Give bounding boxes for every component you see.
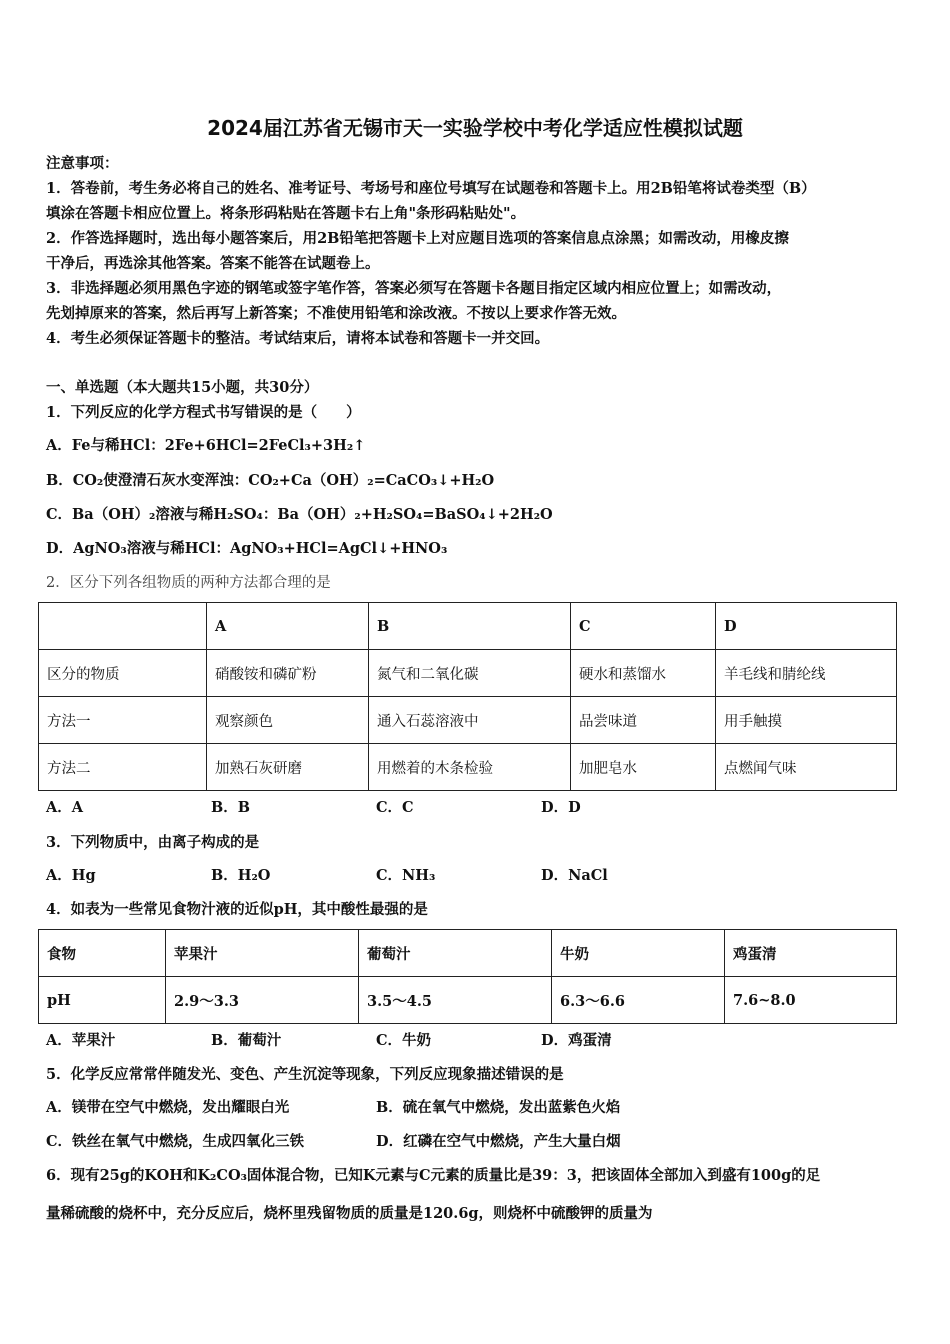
table-cell: 6.3～6.6 <box>552 977 725 1024</box>
table-cell: 牛奶 <box>552 930 725 977</box>
table-cell: 硬水和蒸馏水 <box>571 650 716 697</box>
table-cell: 2.9～3.3 <box>166 977 359 1024</box>
table-row <box>39 744 897 791</box>
table-cell: 鸡蛋清 <box>725 930 897 977</box>
table-cell: 苹果汁 <box>166 930 359 977</box>
q1-option: D．AgNO₃溶液与稀HCl：AgNO₃+HCl=AgCl↓+HNO₃ <box>46 540 448 557</box>
q3-stem: 3．下列物质中，由离子构成的是 <box>46 834 260 851</box>
table-cell: 方法二 <box>39 744 207 791</box>
table-row <box>39 650 897 697</box>
q2-option: C．C <box>376 799 414 816</box>
q5-option: D．红磷在空气中燃烧，产生大量白烟 <box>376 1133 621 1150</box>
q4-option: C．牛奶 <box>376 1032 432 1049</box>
q2-option: D．D <box>541 799 581 816</box>
q6-line: 6．现有25g的KOH和K₂CO₃固体混合物，已知K元素与C元素的质量比是39：3，把该固体全部加入到盛有100g的足 <box>46 1167 821 1184</box>
table-cell: 点燃闻气味 <box>716 744 897 791</box>
q1-option: C．Ba（OH）₂溶液与稀H₂SO₄：Ba（OH）₂+H₂SO₄=BaSO₄↓+2H₂O <box>46 506 553 523</box>
notice-line: 3．非选择题必须用黑色字迹的钢笔或签字笔作答，答案必须写在答题卡各题目指定区域内相应位置上；如需改动， <box>46 280 782 297</box>
table-cell: B <box>369 603 571 650</box>
table-cell: 品尝味道 <box>571 697 716 744</box>
table-cell: 观察颜色 <box>207 697 369 744</box>
q2-stem: 2．区分下列各组物质的两种方法都合理的是 <box>46 575 331 591</box>
table-row <box>39 977 897 1024</box>
notice-line: 1．答卷前，考生务必将自己的姓名、准考证号、考场号和座位号填写在试题卷和答题卡上。用2B铅笔将试卷类型（B） <box>46 180 816 197</box>
table-row <box>39 697 897 744</box>
table-cell: pH <box>39 977 166 1024</box>
q1-option: A．Fe与稀HCl：2Fe+6HCl=2FeCl₃+3H₂↑ <box>46 437 366 454</box>
q3-option: A．Hg <box>46 867 96 884</box>
table-cell: 葡萄汁 <box>359 930 552 977</box>
table-cell: 加肥皂水 <box>571 744 716 791</box>
q4-stem: 4．如表为一些常见食物汁液的近似pH，其中酸性最强的是 <box>46 901 428 918</box>
section-heading: 一、单选题（本大题共15小题，共30分） <box>46 379 319 396</box>
q3-option: B．H₂O <box>211 867 271 884</box>
table-cell: 加熟石灰研磨 <box>207 744 369 791</box>
page-title: 2024届江苏省无锡市天一实验学校中考化学适应性模拟试题 <box>207 116 743 140</box>
q4-option: D．鸡蛋清 <box>541 1032 612 1049</box>
q5-stem: 5．化学反应常常伴随发光、变色、产生沉淀等现象，下列反应现象描述错误的是 <box>46 1066 564 1083</box>
notice-heading: 注意事项： <box>46 155 119 172</box>
table-cell: 氮气和二氧化碳 <box>369 650 571 697</box>
table-cell: 3.5～4.5 <box>359 977 552 1024</box>
notice-line: 干净后，再选涂其他答案。答案不能答在试题卷上。 <box>46 255 380 272</box>
q3-option: C．NH₃ <box>376 867 436 884</box>
table-cell: 区分的物质 <box>39 650 207 697</box>
q5-option: B．硫在氧气中燃烧，发出蓝紫色火焰 <box>376 1099 621 1116</box>
q4-option: B．葡萄汁 <box>211 1032 282 1049</box>
q3-option: D．NaCl <box>541 867 608 884</box>
table-cell: D <box>716 603 897 650</box>
q4-option: A．苹果汁 <box>46 1032 116 1049</box>
table-row <box>39 603 897 650</box>
q2-option: A．A <box>46 799 84 816</box>
table-cell: 7.6~8.0 <box>725 977 897 1024</box>
q5-option: C．铁丝在氧气中燃烧，生成四氧化三铁 <box>46 1133 305 1150</box>
table-cell: C <box>571 603 716 650</box>
table-cell: 通入石蕊溶液中 <box>369 697 571 744</box>
table-cell <box>39 603 207 650</box>
table-row <box>39 930 897 977</box>
q6-line: 量稀硫酸的烧杯中，充分反应后，烧杯里残留物质的质量是120.6g，则烧杯中硫酸钾的质量为 <box>46 1205 653 1222</box>
table-cell: 食物 <box>39 930 166 977</box>
table-cell: 方法一 <box>39 697 207 744</box>
q4-table <box>38 929 897 1024</box>
q2-table <box>38 602 897 791</box>
notice-line: 填涂在答题卡相应位置上。将条形码粘贴在答题卡右上角"条形码粘贴处"。 <box>46 205 526 222</box>
q2-option: B．B <box>211 799 251 816</box>
q5-option: A．镁带在空气中燃烧，发出耀眼白光 <box>46 1099 290 1116</box>
notice-line: 4．考生必须保证答题卡的整洁。考试结束后，请将本试卷和答题卡一并交回。 <box>46 330 550 347</box>
table-cell: 用燃着的木条检验 <box>369 744 571 791</box>
notice-line: 先划掉原来的答案，然后再写上新答案；不准使用铅笔和涂改液。不按以上要求作答无效。 <box>46 305 626 322</box>
q1-option: B．CO₂使澄清石灰水变浑浊：CO₂+Ca（OH）₂=CaCO₃↓+H₂O <box>46 472 495 489</box>
q1-stem: 1．下列反应的化学方程式书写错误的是（ ） <box>46 404 361 421</box>
notice-line: 2．作答选择题时，选出每小题答案后，用2B铅笔把答题卡上对应题目选项的答案信息点涂黑；如需改动，用橡皮擦 <box>46 230 789 247</box>
table-cell: 用手触摸 <box>716 697 897 744</box>
table-cell: 羊毛线和腈纶线 <box>716 650 897 697</box>
table-cell: 硝酸铵和磷矿粉 <box>207 650 369 697</box>
table-cell: A <box>207 603 369 650</box>
